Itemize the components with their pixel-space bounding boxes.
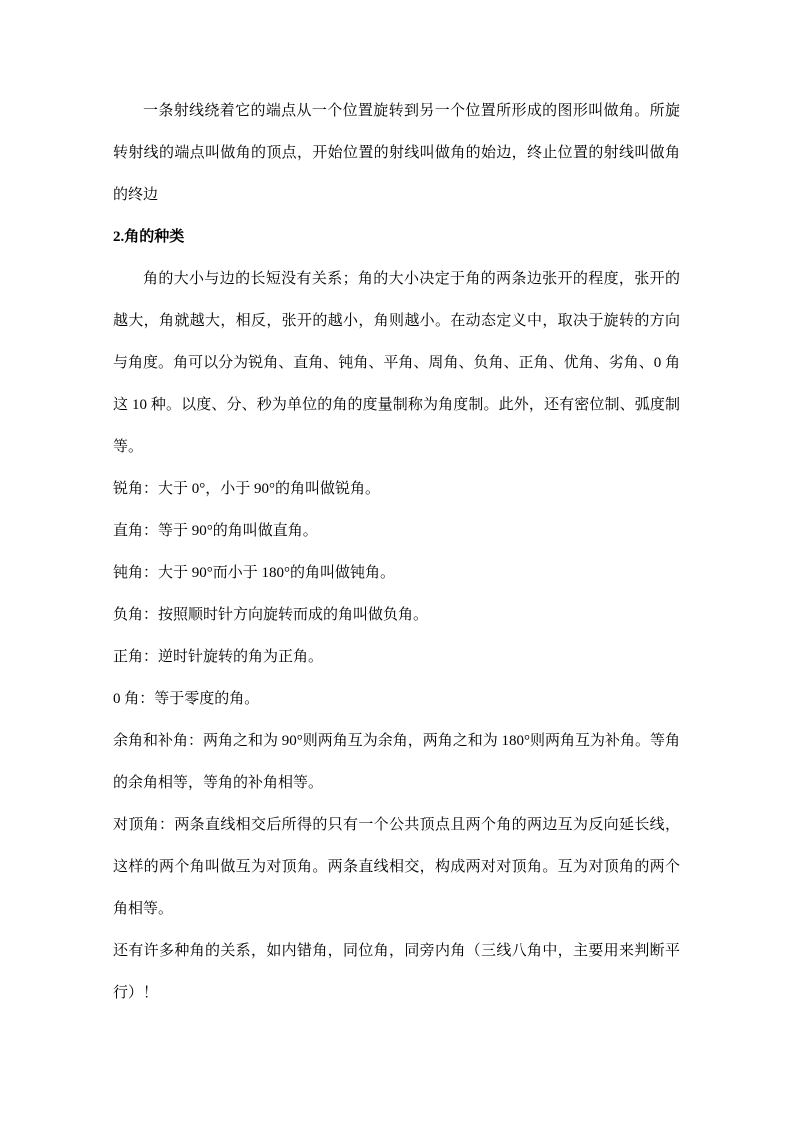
definition-obtuse-angle: 钝角：大于 90°而小于 180°的角叫做钝角。 [113, 565, 395, 581]
definition-complementary-supplementary-angles: 余角和补角：两角之和为 90°则两角互为余角，两角之和为 180°则两角互为补角。等角的余角相等，等角的补角相等。 [113, 733, 681, 791]
definition-positive-angle: 正角：逆时针旋转的角为正角。 [113, 649, 324, 665]
definition-right-angle: 直角：等于 90°的角叫做直角。 [113, 523, 318, 539]
definition-vertical-angles: 对顶角：两条直线相交后所得的只有一个公共顶点且两个角的两边互为反向延长线，这样的两个角叫做互为对顶角。两条直线相交，构成两对对顶角。互为对顶角的两个角相等。 [113, 817, 680, 917]
section-heading: 2.角的种类 [113, 229, 185, 245]
definition-negative-angle: 负角：按照顺时针方向旋转而成的角叫做负角。 [113, 607, 429, 623]
overview-paragraph: 角的大小与边的长短没有关系；角的大小决定于角的两条边张开的程度，张开的越大，角就越大，相反，张开的越小，角则越小。在动态定义中，取决于旋转的方向与角度。角可以分为锐角、直角、钝角、平角、周角、负角、正角、优角、劣角、0 角这 10 种。以度、分、秒为单位的角的度量制称为角度制。此外，还有密位制、弧度制等。 [113, 271, 680, 455]
note-other-angle-relations: 还有许多种角的关系，如内错角，同位角，同旁内角（三线八角中，主要用来判断平行）！ [113, 943, 680, 1001]
intro-paragraph: 一条射线绕着它的端点从一个位置旋转到另一个位置所形成的图形叫做角。所旋转射线的端点叫做角的顶点，开始位置的射线叫做角的始边，终止位置的射线叫做角的终边 [113, 103, 680, 203]
definition-acute-angle: 锐角：大于 0°，小于 90°的角叫做锐角。 [113, 481, 380, 497]
definition-zero-angle: 0 角：等于零度的角。 [113, 691, 260, 707]
